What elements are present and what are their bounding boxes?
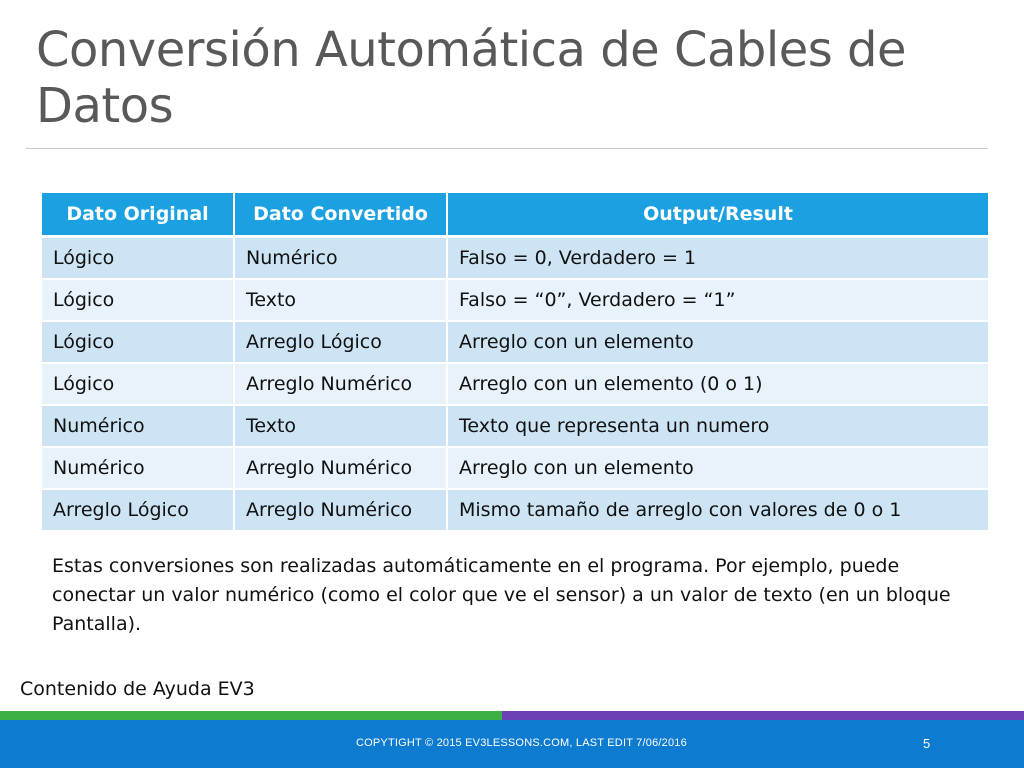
footer-copyright: COPYTIGHT © 2015 EV3LESSONS.COM, LAST EDIT 7/06/2016 [356,737,687,749]
table-row [42,364,988,406]
cell-original: Lógico [42,280,235,322]
footer-stripe-green [0,711,502,720]
cell-original: Lógico [42,238,235,280]
table-row [42,406,988,448]
cell-original: Numérico [42,448,235,490]
page-number: 5 [923,736,931,751]
table-header-row [42,193,988,238]
table-row [42,322,988,364]
title-divider [26,148,988,149]
header-dato-convertido: Dato Convertido [235,193,448,238]
cell-result: Falso = “0”, Verdadero = “1” [448,280,988,322]
cell-result: Arreglo con un elemento [448,448,988,490]
explanation-note: Estas conversiones son realizadas automáticamente en el programa. Por ejemplo, puede conectar un valor numérico (como el color que ve el sensor) a un valor de texto (en un bloque Pantalla). [52,555,951,635]
cell-original: Lógico [42,364,235,406]
cell-converted: Arreglo Numérico [235,448,448,490]
cell-converted: Texto [235,280,448,322]
conversion-table [42,193,988,532]
table-row [42,448,988,490]
cell-converted: Arreglo Lógico [235,322,448,364]
table-row [42,280,988,322]
table-row [42,238,988,280]
cell-result: Texto que representa un numero [448,406,988,448]
table-row [42,490,988,532]
source-caption: Contenido de Ayuda EV3 [20,678,255,700]
cell-converted: Arreglo Numérico [235,364,448,406]
cell-original: Arreglo Lógico [42,490,235,532]
cell-original: Numérico [42,406,235,448]
footer-stripe-purple [502,711,1024,720]
cell-result: Arreglo con un elemento [448,322,988,364]
cell-converted: Numérico [235,238,448,280]
header-dato-original: Dato Original [42,193,235,238]
slide-title: Conversión Automática de Cables de Datos [36,22,906,134]
cell-result: Falso = 0, Verdadero = 1 [448,238,988,280]
cell-result: Mismo tamaño de arreglo con valores de 0 o 1 [448,490,988,532]
cell-converted: Arreglo Numérico [235,490,448,532]
cell-result: Arreglo con un elemento (0 o 1) [448,364,988,406]
header-output-result: Output/Result [448,193,988,238]
cell-converted: Texto [235,406,448,448]
cell-original: Lógico [42,322,235,364]
